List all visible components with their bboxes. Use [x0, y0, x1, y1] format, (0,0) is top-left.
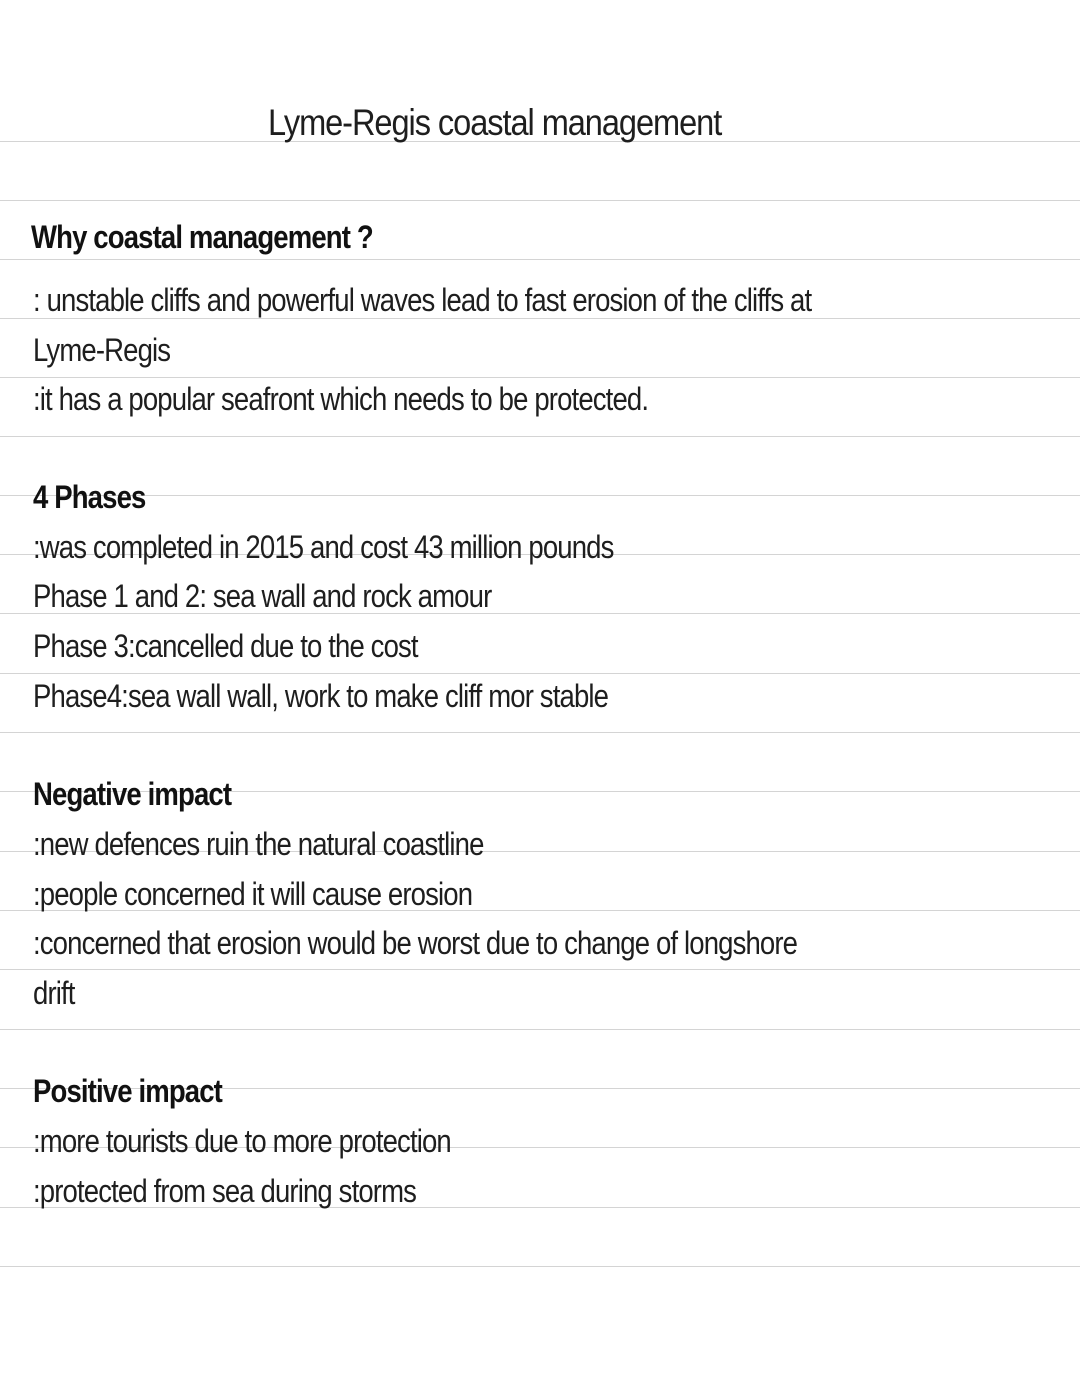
ruled-line — [0, 200, 1080, 201]
section-heading-positive: Positive impact — [33, 1073, 222, 1109]
ruled-line — [0, 377, 1080, 378]
note-line: Phase 3:cancelled due to the cost — [33, 628, 418, 664]
page-title: Lyme-Regis coastal management — [268, 102, 722, 143]
ruled-line — [0, 1029, 1080, 1030]
ruled-line — [0, 1266, 1080, 1267]
note-line: :people concerned it will cause erosion — [33, 876, 473, 912]
section-heading-negative: Negative impact — [33, 776, 232, 812]
ruled-line — [0, 969, 1080, 970]
section-heading-phases: 4 Phases — [33, 479, 146, 515]
note-line: : unstable cliffs and powerful waves lead to fast erosion of the cliffs at — [33, 282, 812, 318]
ruled-line — [0, 732, 1080, 733]
ruled-line — [0, 436, 1080, 437]
note-line: :was completed in 2015 and cost 43 million pounds — [33, 529, 614, 565]
note-line: :it has a popular seafront which needs to be protected. — [33, 381, 649, 417]
note-line: :concerned that erosion would be worst due to change of longshore — [33, 925, 798, 961]
ruled-line — [0, 673, 1080, 674]
ruled-line — [0, 259, 1080, 260]
section-heading-why: Why coastal management ? — [31, 219, 373, 255]
note-line: Phase 1 and 2: sea wall and rock amour — [33, 578, 492, 614]
ruled-line — [0, 318, 1080, 319]
note-line: :protected from sea during storms — [33, 1173, 417, 1209]
note-line: :new defences ruin the natural coastline — [33, 826, 484, 862]
note-line: drift — [33, 975, 75, 1011]
note-line: Phase4:sea wall wall, work to make cliff mor stable — [33, 678, 609, 714]
note-line: Lyme-Regis — [33, 332, 171, 368]
ruled-line — [0, 495, 1080, 496]
note-line: :more tourists due to more protection — [33, 1123, 451, 1159]
